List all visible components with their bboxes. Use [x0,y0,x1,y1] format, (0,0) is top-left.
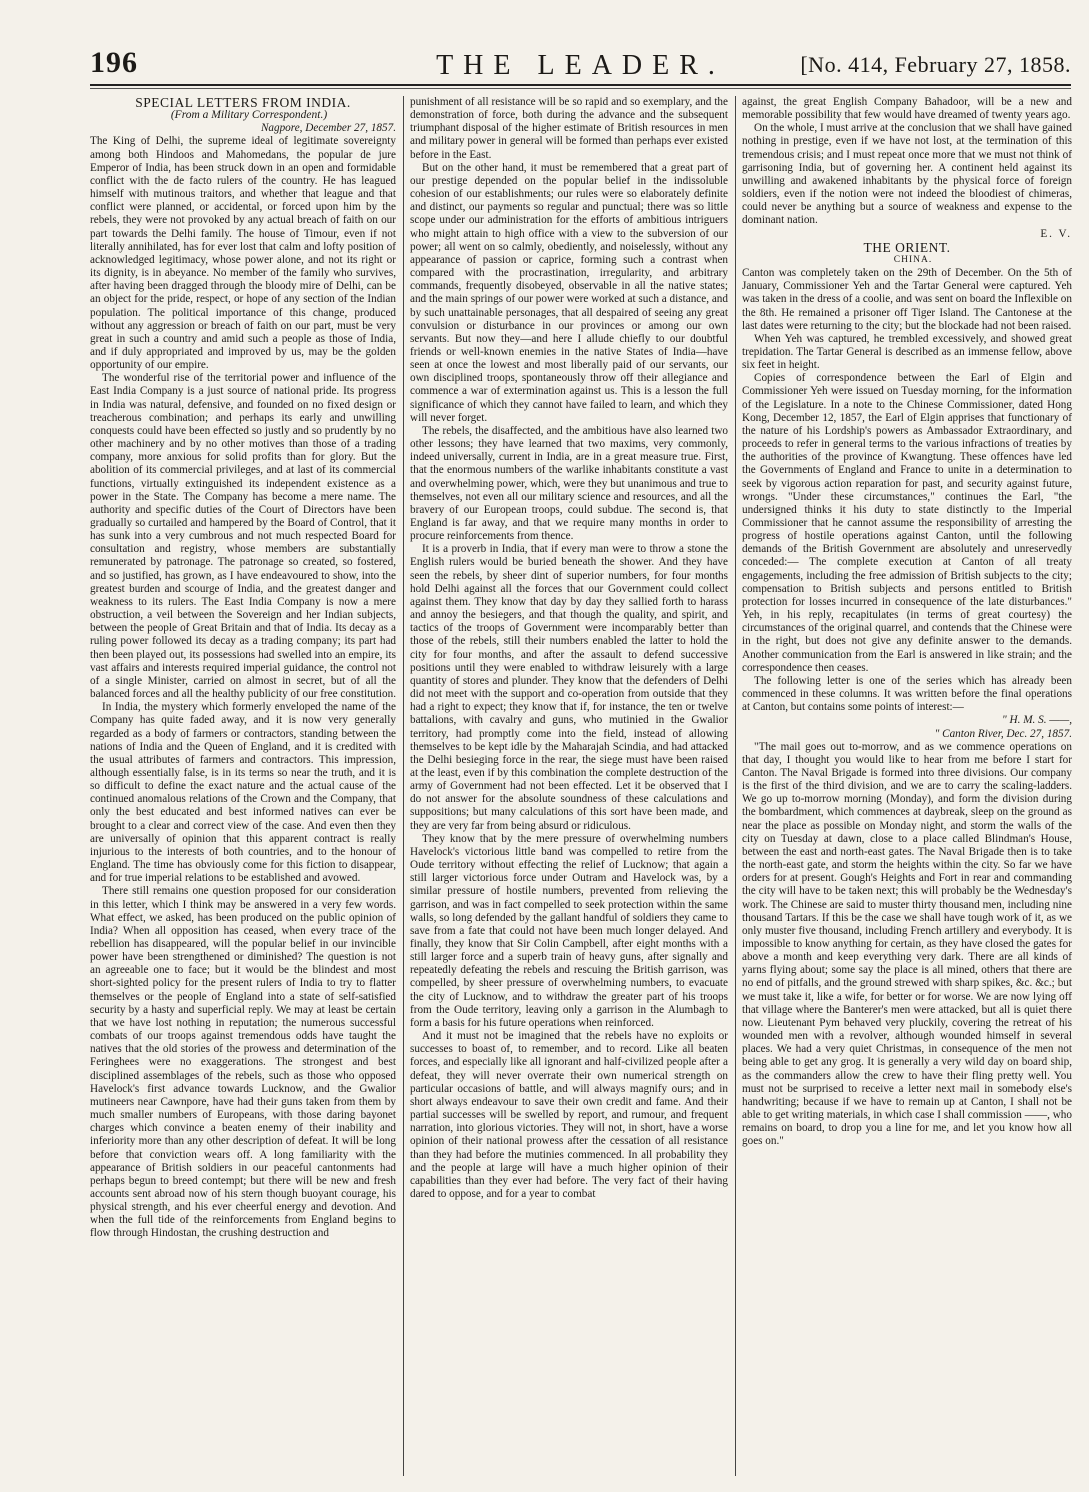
column-divider [403,96,404,1476]
column-2 [410,96,728,1476]
masthead-title: THE LEADER. [436,50,725,81]
article-paragraph: The wonderful rise of the territorial power and influence of the East India Company is a just source of national pride. Its progress in India was natural, defensive, and founded on no fixed design or treacherous combination; and perhaps its early and unwilling conquests could have been effected so justly and so prudently by no other machinery and by no other motives than those of a trading company, more anxious for solid profits than for glory. But the abolition of its commercial privileges, and at last of its commercial functions, virtually extinguished its independent existence as a power in the State. The Company has become a mere name. The authority and specific duties of the Court of Directors have been gradually so curtailed and hampered by the Board of Control, that it has sunk into a very cumbrous and not much respected Board for consultation and registry, whose members are substantially remunerated by patronage. The patronage so created, so fostered, and so justified, has grown, as I have endeavoured to show, into the greatest burden and scourge of India, and the greatest danger and weakness to its rulers. The East India Company is now a mere obstruction, a veil between the Sovereign and her Indian subjects, between the people of Great Britain and that of India. Its decay as a ruling power followed its decay as a trading company; its part had then been played out, its possessions had swelled into an empire, its vast affairs and interests required imperial guidance, the control not of a single Minister, carried on almost in secret, but of all the balanced forces and all the healthy publicity of our free constitution. [90,372,396,701]
article-paragraph: But on the other hand, it must be remembered that a great part of our prestige depended on the popular belief in the indissoluble cohesion of our establishments; our rules were so elaborately definite and distinct, our payments so regular and punctual; there was so little scope under our administration for the efforts of ambitious intriguers who might attain to high office with a view to the subversion of our power; all went on so calmly, obediently, and noiselessly, without any appearance of passion or caprice, forming such a contrast when compared with the procrastination, irregularity, and arbitrary commands, frequently disobeyed, observable in all the native states; and the main springs of our power were worked at such a distance, and by such unattainable personages, that all despaired of seeing any great convulsion or disturbance in our provinces or among our own servants. But now they—and here I allude chiefly to our doubtful friends or well-known enemies in the native States of India—have seen at once the lowest and most liberally paid of our servants, our own disciplined troops, spontaneously throw off their allegiance and commence a war of extermination against us. This is a lesson the full significance of which they cannot have failed to learn, and which they will never forget. [410,161,728,424]
page-number: 196 [90,46,138,79]
article-paragraph: Canton was completely taken on the 29th of December. On the 5th of January, Commissioner Yeh and the Tartar General were captured. Yeh was taken in the dress of a coolie, and was sent on board the Inflexible on the 8th. He remained a prisoner off Tiger Island. The Cantonese at the last dates were returning to the city; but the blockade had not been raised. [742,267,1072,332]
page-header [90,44,1071,86]
column-1 [90,96,396,1476]
article-signature: E. V. [1040,227,1072,240]
section-subheading: CHINA. [893,254,933,265]
letter-heading: " H. M. S. ——, [1002,714,1072,727]
letter-dateline: " Canton River, Dec. 27, 1857. [934,727,1072,740]
article-paragraph: The King of Delhi, the supreme ideal of legitimate sovereignty among both Hindoos and Mahomedans, the popular de jure Emperor of India, has been struck down in an open and formidable conflict with the de facto rulers of the country. He has leagued himself with mutinous traitors, and whether that league and that conflict were planned, or accidental, or forced upon him by the rebels, they were not provoked by any actual breach of faith on our part towards the Delhi family. The house of Timour, even if not literally annihilated, has for ever lost that calm and lofty position of acknowledged legitimacy, whose power alone, and not its right or its dignity, is in abeyance. No member of the family who survives, after having been dragged through the bloody mire of Delhi, can be an object for the pride, respect, or hope of any section of the Indian population. The political importance of this change, produced without any aggression or breach of faith on our part, must be very great in such a country and amid such a people as those of India, and if duly appropriated and improved by us, may be the golden opportunity of our empire. [90,135,396,372]
article-paragraph: They know that by the mere pressure of overwhelming numbers Havelock's victorious little band was compelled to retire from the Oude territory without effecting the relief of Lucknow; that again a still larger victorious force under Outram and Havelock was, by a similar pressure of hostile numbers, prevented from relieving the garrison, and was in fact compelled to seek protection within the same walls, so long defended by the gallant handful of soldiers they came to save from a fate that could not have been much longer delayed. And finally, they know that Sir Colin Campbell, after eight months with a still larger force and a superb train of heavy guns, after signally and repeatedly defeating the rebels and rescuing the British garrison, was compelled, by sheer pressure of overwhelming numbers, to evacuate the city of Lucknow, and to withdraw the greater part of his troops from the Oude territory, leaving only a garrison in the Alumbagh to form a basis for his future operations when reinforced. [410,832,728,1029]
article-paragraph: against, the great English Company Bahadoor, will be a new and memorable possibility that few would have dreamed of twenty years ago. [742,96,1072,122]
article-paragraph: In India, the mystery which formerly enveloped the name of the Company has quite faded away, and it is now very generally regarded as a body of farmers or contractors, standing between the nations of India and the Queen of England, and it is credited with the usual attributes of farmers and contractors. This impression, although essentially false, is in its terms so near the truth, and it is so difficult to define the exact nature and the actual cause of the continued anomalous relations of the Crown and the Company, that only the best educated and best informed natives can ever be brought to a clear and correct view of the case. And even then they are universally of opinion that this apparent contract is really injurious to the interests of both countries, and to the honour of England. The time has obviously come for this fiction to disappear, and for true imperial relations to be established and avowed. [90,701,396,885]
column-divider [735,96,736,1476]
article-paragraph: The rebels, the disaffected, and the ambitious have also learned two other lessons; they have learned that two maxims, very commonly, indeed universally, current in India, are in a great measure true. First, that the enormous numbers of the warlike inhabitants constitute a vast and overwhelming power, which, were they but unanimous and true to themselves, not even all our military science and resources, and all the bravery of our European troops, could subdue. The second is, that England is far away, and that we require many months in order to procure reinforcements from thence. [410,424,728,543]
issue-info: [No. 414, February 27, 1858. [800,52,1071,77]
article-paragraph: When Yeh was captured, he trembled excessively, and showed great trepidation. The Tartar General is described as an immense fellow, above six feet in height. [742,332,1072,372]
article-paragraph: On the whole, I must arrive at the conclusion that we shall have gained nothing in prestige, even if we have not lost, at the termination of this tremendous crisis; and I must repeat once more that we must not think of garrisoning India, but of governing her. A continent held against its unwilling and awakened inhabitants by the physical force of foreign soldiers, even if the notion were not indeed the bloodiest of chimeras, could never be anything but a source of weakness and expense to the dominant nation. [742,122,1072,227]
article-paragraph: And it must not be imagined that the rebels have no exploits or successes to boast of, to remember, and to record. Like all beaten forces, and especially like all ignorant and half-civilized people after a defeat, they will never overrate their own numerical strength on particular occasions of battle, and will always magnify ours; and in short always endeavour to save their own credit and fame. And their partial successes will be swelled by report, and rumour, and frequent narration, into glorious victories. They will not, in short, have a worse opinion of their national prowess after the cessation of all resistance than they had before the mutinies commenced. In all probability they and the people at large will have a much higher opinion of their capabilities than they ever had before. The very fact of their having dared to oppose, and for a year to combat [410,1030,728,1200]
article-heading: SPECIAL LETTERS FROM INDIA. [135,96,351,110]
article-paragraph: Copies of correspondence between the Earl of Elgin and Commissioner Yeh were issued on Tuesday morning, for the information of the Legislature. In a note to the Chinese Commissioner, dated Hong Kong, December 12, 1857, the Earl of Elgin apprises that functionary of the nature of his Lordship's powers as Ambassador Extraordinary, and proceeds to refer in general terms to the various infractions of treaties by the authorities of the province of Kwangtung. These offences have led the Governments of England and France to unite in a determination to seek by vigorous action reparation for past, and security against future, wrongs. "Under these circumstances," continues the Earl, "the undersigned thinks it his duty to state distinctly to the Imperial Commissioner that he cannot assume the responsibility of arresting the progress of hostile operations against Canton, until the following demands of the British Government are absolutely and unreservedly conceded:— The complete execution at Canton of all treaty engagements, including the free admission of British subjects to the city; compensation to British subjects and persons entitled to British protection for losses incurred in consequence of the late disturbances." Yeh, in his reply, recapitulates (in terms of great courtesy) the circumstances of the original quarrel, and contends that the Chinese were in the right, but does not give any definite answer to the demands. Another communication from the Earl is answered in like strain; and the correspondence then ceases. [742,372,1072,674]
article-paragraph: It is a proverb in India, that if every man were to throw a stone the English rulers would be buried beneath the shower. And they have seen the rebels, by sheer dint of superior numbers, for four months hold Delhi against all the forces that our Government could collect against them. They know that day by day they sallied forth to harass and annoy the besiegers, and that though the quality, and spirit, and tactics of the troops of Government were incomparably better than those of the rebels, still their numbers enabled the latter to hold the city for four months, and after the assault to defend successive positions until they were enabled to withdraw leisurely with a large quantity of stores and plunder. They know that the defenders of Delhi did not meet with the support and co-operation from outside that they had a right to expect; they know that if, for instance, the ten or twelve battalions, with cavalry and guns, who mutinied in the Gwalior territory, had promptly come into the field, instead of allowing themselves to be kept idle by the Maharajah Scindia, and had attacked the Delhi besieging force in the rear, the siege must have been raised at the least, even if by this combination the complete destruction of the army of Government had not been effected. Let it be observed that I do not answer for the absolute soundness of these calculations and suppositions; but many calculations of this sort have been made, and they are very far from being absurd or ridiculous. [410,543,728,832]
article-paragraph: punishment of all resistance will be so rapid and so exemplary, and the demonstration of force, both during the advance and the subsequent triumphant disposal of the higher estimate of British resources in men and military power in general will be formed than perhaps ever existed before in the East. [410,96,728,161]
letter-body: "The mail goes out to-morrow, and as we commence operations on that day, I thought you would like to hear from me before I start for Canton. The Naval Brigade is formed into three divisions. Our company is the first of the third division, and we are to carry the scaling-ladders. We go up to-morrow morning (Monday), and form the division during the bombardment, which commences at daybreak, sleep on the ground as near the place as possible on Monday night, and storm the walls of the city on Tuesday at dawn, close to a place called Blindman's House, between the east and north-east gates. The Naval Brigade then is to take the north-east gate, and storm the heights within the city. So far we have orders for at present. Gough's Heights and Fort in rear and commanding the city will have to be taken next; this will probably be the Wednesday's work. The Chinese are said to muster thirty thousand men, including nine thousand Tartars. If this be the case we shall have tough work of it, as we only muster five thousand, including French artillery and everybody. It is impossible to know anything for certain, as they have closed the gates for above a month and keep everything very dark. There are all kinds of yarns flying about; some say the place is all mined, others that there are no end of pitfalls, and the ground strewed with sharp spikes, &c. &c.; but we must take it, like a wife, for better or for worse. We are now lying off that village where the Banterer's men were attacked, but all is quiet there now. Lieutenant Pym behaved very pluckily, covering the retreat of his wounded men with a revolver, although wounded himself in several places. We had a very quiet Christmas, in consequence of the men not being able to get any grog. It is generally a very wild day on board ship, as the commanders allow the crew to have their fling pretty well. You must not be surprised to receive a letter next mail in somebody else's handwriting; because if we have to remain up at Canton, I shall not be able to get writing materials, in which case I shall commission ——, who remains on board, to drop you a line for me, and let you know how all goes on." [742,740,1072,1148]
section-heading: THE ORIENT. [863,239,951,255]
article-subheading: (From a Military Correspondent.) [170,109,328,122]
column-3 [742,96,1072,1476]
article-paragraph: There still remains one question proposed for our consideration in this letter, which I think may be answered in a very few words. What effect, we asked, has been produced on the public opinion of India? When all opposition has ceased, when every trace of the rebellion has disappeared, will the popular belief in our invincible power have been strengthened or diminished? The question is not an agreeable one to face; but it would be the blindest and most short-sighted policy for the present rulers of India to try to flatter themselves or the people of England into a state of self-satisfied security by a hasty and superficial reply. We may at least be certain that we have lost nothing in reputation; the numerous successful combats of our troops against tremendous odds have taught the natives that the old stories of the prowess and determination of the Feringhees were no exaggerations. The strongest and best disciplined assemblages of the rebels, such as those who opposed Havelock's first advance towards Lucknow, and the Gwalior mutineers near Cawnpore, have had their guns taken from them by much smaller numbers of Europeans, with those daring bayonet charges which convince a beaten enemy of their inability and inferiority more than any other description of defeat. It will be long before that conviction wears off. A long familiarity with the appearance of British soldiers in our peaceful cantonments had perhaps begun to breed contempt; but there will be new and fresh accounts sent abroad now of his stern though buoyant courage, his physical strength, and his ever cheerful energy and devotion. And when the full tide of the reinforcements from England begins to flow through Hindostan, the crushing destruction and [90,885,396,1240]
article-paragraph: The following letter is one of the series which has already been commenced in these columns. It was written before the final operations at Canton, but contains some points of interest:— [742,674,1072,714]
header-rule [90,88,1071,89]
article-dateline: Nagpore, December 27, 1857. [260,122,396,135]
